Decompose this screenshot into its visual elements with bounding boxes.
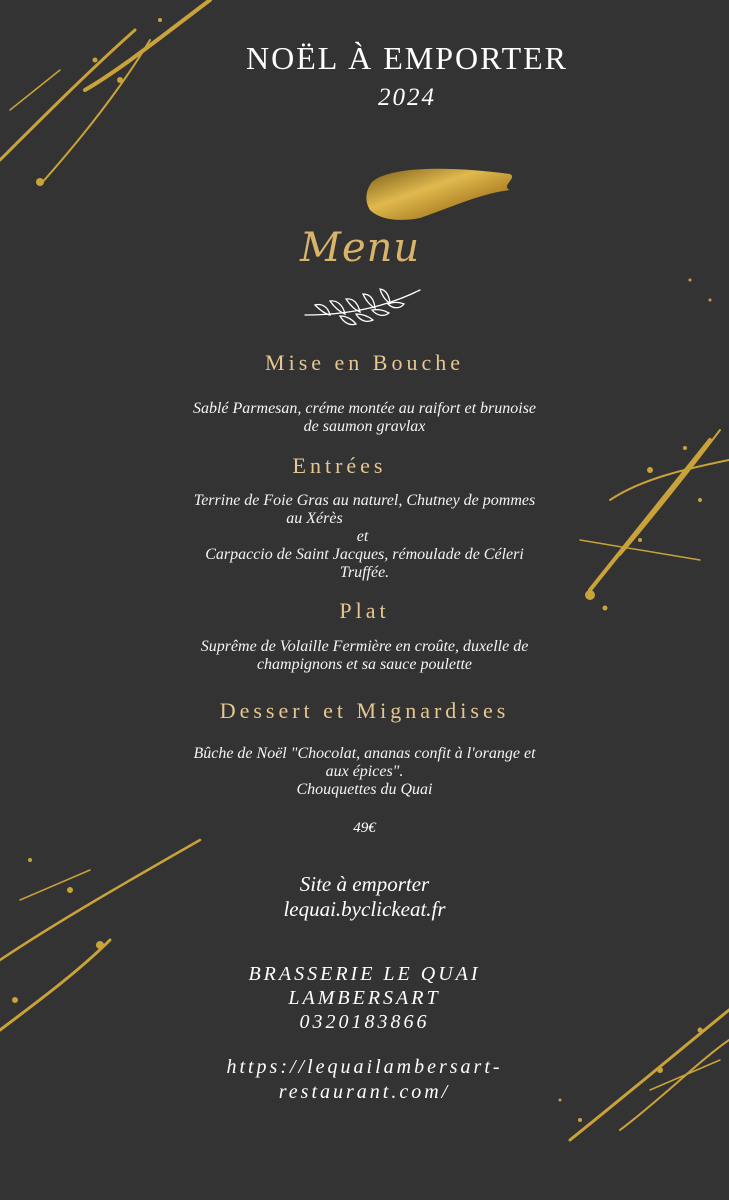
menu-item-line: champignons et sa sauce poulette [256, 656, 473, 673]
section-title-entrees: Entrées [292, 453, 387, 478]
menu-item-line: et [356, 528, 369, 545]
menu-item-line: Suprême de Volaille Fermière en croûte, duxelle de [200, 638, 529, 655]
website-link-line2[interactable]: restaurant.com/ [278, 1081, 451, 1103]
gold-brush-stroke-icon [360, 160, 520, 225]
section-title-mise-en-bouche: Mise en Bouche [265, 350, 464, 375]
price-label: 49€ [353, 820, 376, 836]
takeaway-url-link[interactable]: lequai.byclickeat.fr [283, 897, 446, 921]
menu-item-line: Truffée. [339, 564, 390, 581]
restaurant-name: BRASSERIE LE QUAI [248, 963, 481, 985]
menu-item-line: Terrine de Foie Gras au naturel, Chutney de pommes [193, 492, 536, 509]
page-title: NOËL À EMPORTER [246, 40, 568, 76]
olive-branch-icon [300, 285, 425, 330]
menu-script-title: Menu [300, 225, 421, 271]
menu-item-line: Carpaccio de Saint Jacques, rémoulade de Céleri [205, 546, 524, 563]
menu-item-line: aux épices". [325, 763, 404, 780]
menu-item-line: de saumon gravlax [303, 418, 426, 435]
takeaway-label: Site à emporter [299, 872, 430, 896]
year-label: 2024 [378, 84, 436, 111]
section-title-dessert: Dessert et Mignardises [219, 698, 510, 723]
menu-item-line: au Xérès [286, 510, 343, 527]
website-link-line1[interactable]: https://lequailambersart- [226, 1056, 503, 1078]
menu-item-line: Bûche de Noël "Chocolat, ananas confit à l'orange et [193, 745, 536, 762]
restaurant-phone[interactable]: 0320183866 [299, 1011, 430, 1033]
restaurant-city: LAMBERSART [288, 987, 441, 1009]
menu-item-line: Chouquettes du Quai [296, 781, 433, 798]
menu-item-line: Sablé Parmesan, créme montée au raifort et brunoise [192, 400, 537, 417]
section-title-plat: Plat [339, 598, 390, 623]
